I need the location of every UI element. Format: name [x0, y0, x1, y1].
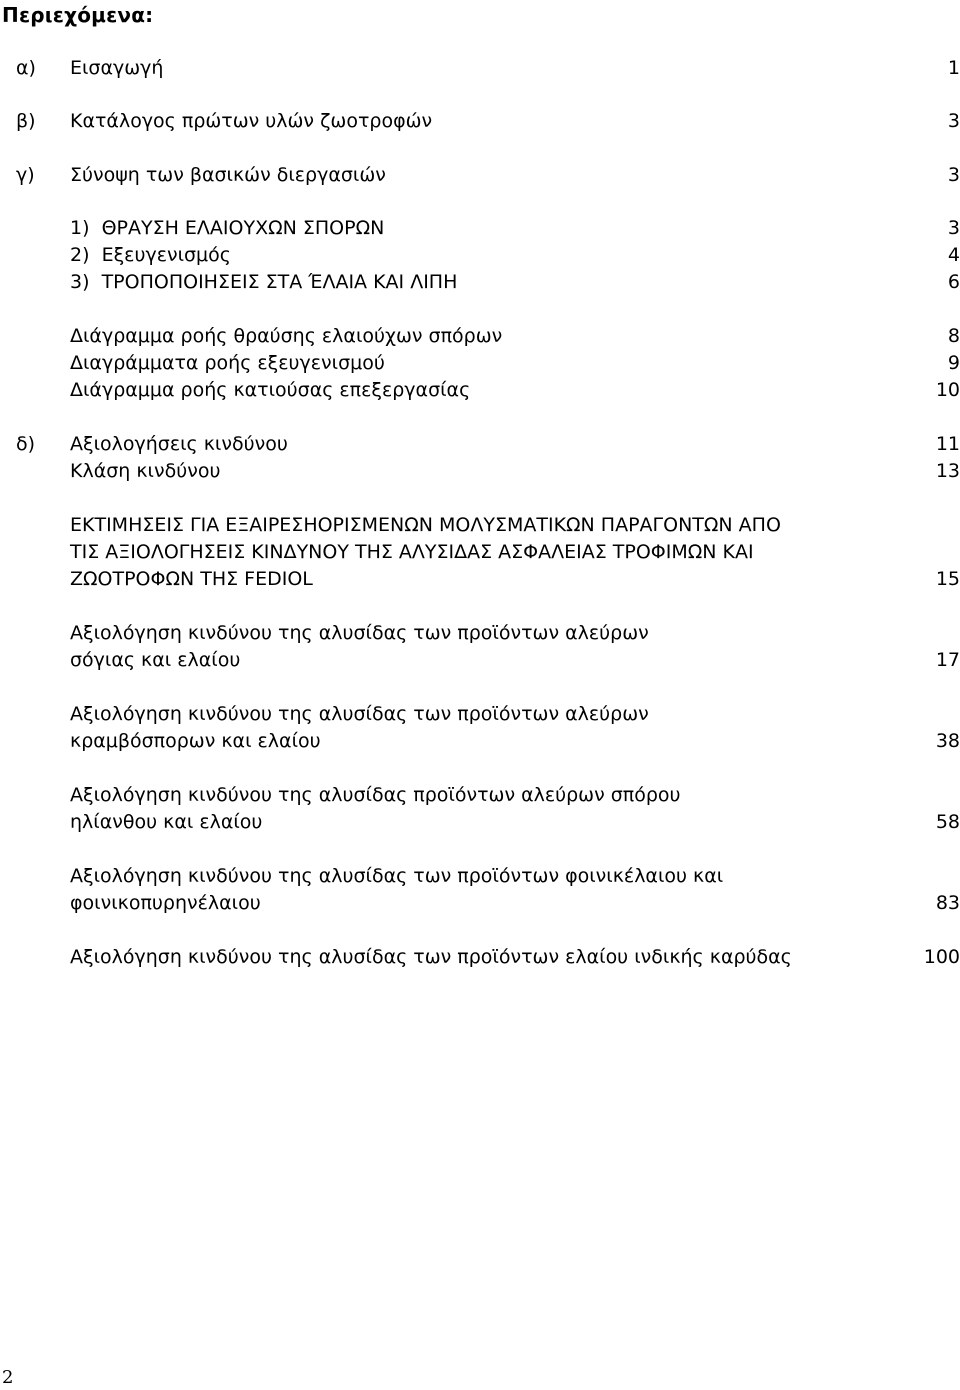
toc-entry[interactable]: [0, 809, 960, 835]
toc-entry-title: 2) Εξευγενισμός: [70, 244, 231, 266]
toc-entry[interactable]: [0, 728, 960, 754]
toc-entry-title: Αξιολόγηση κινδύνου της αλυσίδας των προϊόντων ελαίου ινδικής καρύδας: [70, 946, 792, 968]
toc-entry-title: 1) ΘΡΑΥΣΗ ΕΛΑΙΟΥΧΩΝ ΣΠΟΡΩΝ: [70, 217, 385, 239]
toc-entry-page: 11: [935, 433, 960, 455]
toc-entry[interactable]: [0, 162, 960, 188]
toc-entry-title: ΤΙΣ ΑΞΙΟΛΟΓΗΣΕΙΣ ΚΙΝΔΥΝΟΥ ΤΗΣ ΑΛΥΣΙΔΑΣ ΑΣΦΑΛΕΙΑΣ ΤΡΟΦΙΜΩΝ ΚΑΙ: [70, 541, 754, 563]
toc-entry-title: ηλίανθου και ελαίου: [70, 811, 263, 833]
toc-entry-title: Αξιολόγηση κινδύνου της αλυσίδας των προϊόντων φοινικέλαιου και: [70, 865, 724, 887]
toc-entry-page: 15: [935, 568, 960, 590]
toc-entry-title: Αξιολόγηση κινδύνου της αλυσίδας των προϊόντων αλεύρων: [70, 622, 649, 644]
toc-entry-page: 6: [947, 271, 960, 293]
toc-entry[interactable]: [0, 377, 960, 403]
toc-entry-page: 10: [935, 379, 960, 401]
toc-entry[interactable]: [0, 863, 960, 889]
toc-entry-page: 58: [935, 811, 960, 833]
toc-entry-page: 8: [947, 325, 960, 347]
toc-entry[interactable]: [0, 512, 960, 538]
toc-entry[interactable]: [0, 782, 960, 808]
toc-entry[interactable]: [0, 323, 960, 349]
toc-entry-title: Σύνοψη των βασικών διεργασιών: [70, 164, 386, 186]
toc-entry-title: Αξιολόγηση κινδύνου της αλυσίδας προϊόντων αλεύρων σπόρου: [70, 784, 681, 806]
toc-entry-marker: γ): [16, 164, 35, 186]
toc-entry-page: 13: [935, 460, 960, 482]
toc-entry-title: Κλάση κινδύνου: [70, 460, 221, 482]
toc-entry[interactable]: [0, 539, 960, 565]
toc-entry[interactable]: [0, 458, 960, 484]
toc-entry[interactable]: [0, 944, 960, 970]
toc-entry-page: 3: [947, 217, 960, 239]
toc-entry[interactable]: [0, 55, 960, 81]
toc-entry-title: ΖΩΟΤΡΟΦΩΝ ΤΗΣ FEDIOL: [70, 568, 313, 590]
toc-entry[interactable]: [0, 215, 960, 241]
toc-entry[interactable]: [0, 701, 960, 727]
toc-entry-page: 100: [923, 946, 960, 968]
toc-entry[interactable]: [0, 350, 960, 376]
toc-entry[interactable]: [0, 269, 960, 295]
toc-entry[interactable]: [0, 890, 960, 916]
toc-entry-title: σόγιας και ελαίου: [70, 649, 241, 671]
toc-entry-title: Κατάλογος πρώτων υλών ζωοτροφών: [70, 110, 433, 132]
toc-entry-marker: β): [16, 110, 36, 132]
toc-entry[interactable]: [0, 566, 960, 592]
toc-entry[interactable]: [0, 108, 960, 134]
toc-entry-page: 83: [935, 892, 960, 914]
toc-entry-title: Διάγραμμα ροής κατιούσας επεξεργασίας: [70, 379, 471, 401]
toc-entry-page: 38: [935, 730, 960, 752]
toc-entry-page: 4: [947, 244, 960, 266]
toc-entry[interactable]: [0, 242, 960, 268]
page-number: 2: [2, 1367, 14, 1388]
toc-entry-title: Διάγραμμα ροής θραύσης ελαιούχων σπόρων: [70, 325, 503, 347]
toc-entry-title: Αξιολόγηση κινδύνου της αλυσίδας των προϊόντων αλεύρων: [70, 703, 649, 725]
toc-entry-page: 17: [935, 649, 960, 671]
toc-entry-title: Εισαγωγή: [70, 57, 164, 79]
toc-entry-marker: α): [16, 57, 36, 79]
toc-entry-title: φοινικοπυρηνέλαιου: [70, 892, 261, 914]
toc-entry-title: Αξιολογήσεις κινδύνου: [70, 433, 288, 455]
toc-entry[interactable]: [0, 431, 960, 457]
toc-entry-title: ΕΚΤΙΜΗΣΕΙΣ ΓΙΑ ΕΞΑΙΡΕΣΗΟΡΙΣΜΕΝΩΝ ΜΟΛΥΣΜΑΤΙΚΩΝ ΠΑΡΑΓΟΝΤΩΝ ΑΠΟ: [70, 514, 781, 536]
toc-entry-page: 9: [947, 352, 960, 374]
toc-entry[interactable]: [0, 647, 960, 673]
toc-entry-title: 3) ΤΡΟΠΟΠΟΙΗΣΕΙΣ ΣΤΑ ΈΛΑΙΑ ΚΑΙ ΛΙΠΗ: [70, 271, 458, 293]
toc-entry-marker: δ): [16, 433, 36, 455]
toc-entry-title: κραμβόσπορων και ελαίου: [70, 730, 321, 752]
toc-entry-page: 1: [947, 57, 960, 79]
toc-entry-page: 3: [947, 110, 960, 132]
toc-entry-page: 3: [947, 164, 960, 186]
toc-entry-title: Διαγράμματα ροής εξευγενισμού: [70, 352, 385, 374]
toc-heading: Περιεχόμενα:: [2, 3, 154, 27]
toc-entry[interactable]: [0, 620, 960, 646]
